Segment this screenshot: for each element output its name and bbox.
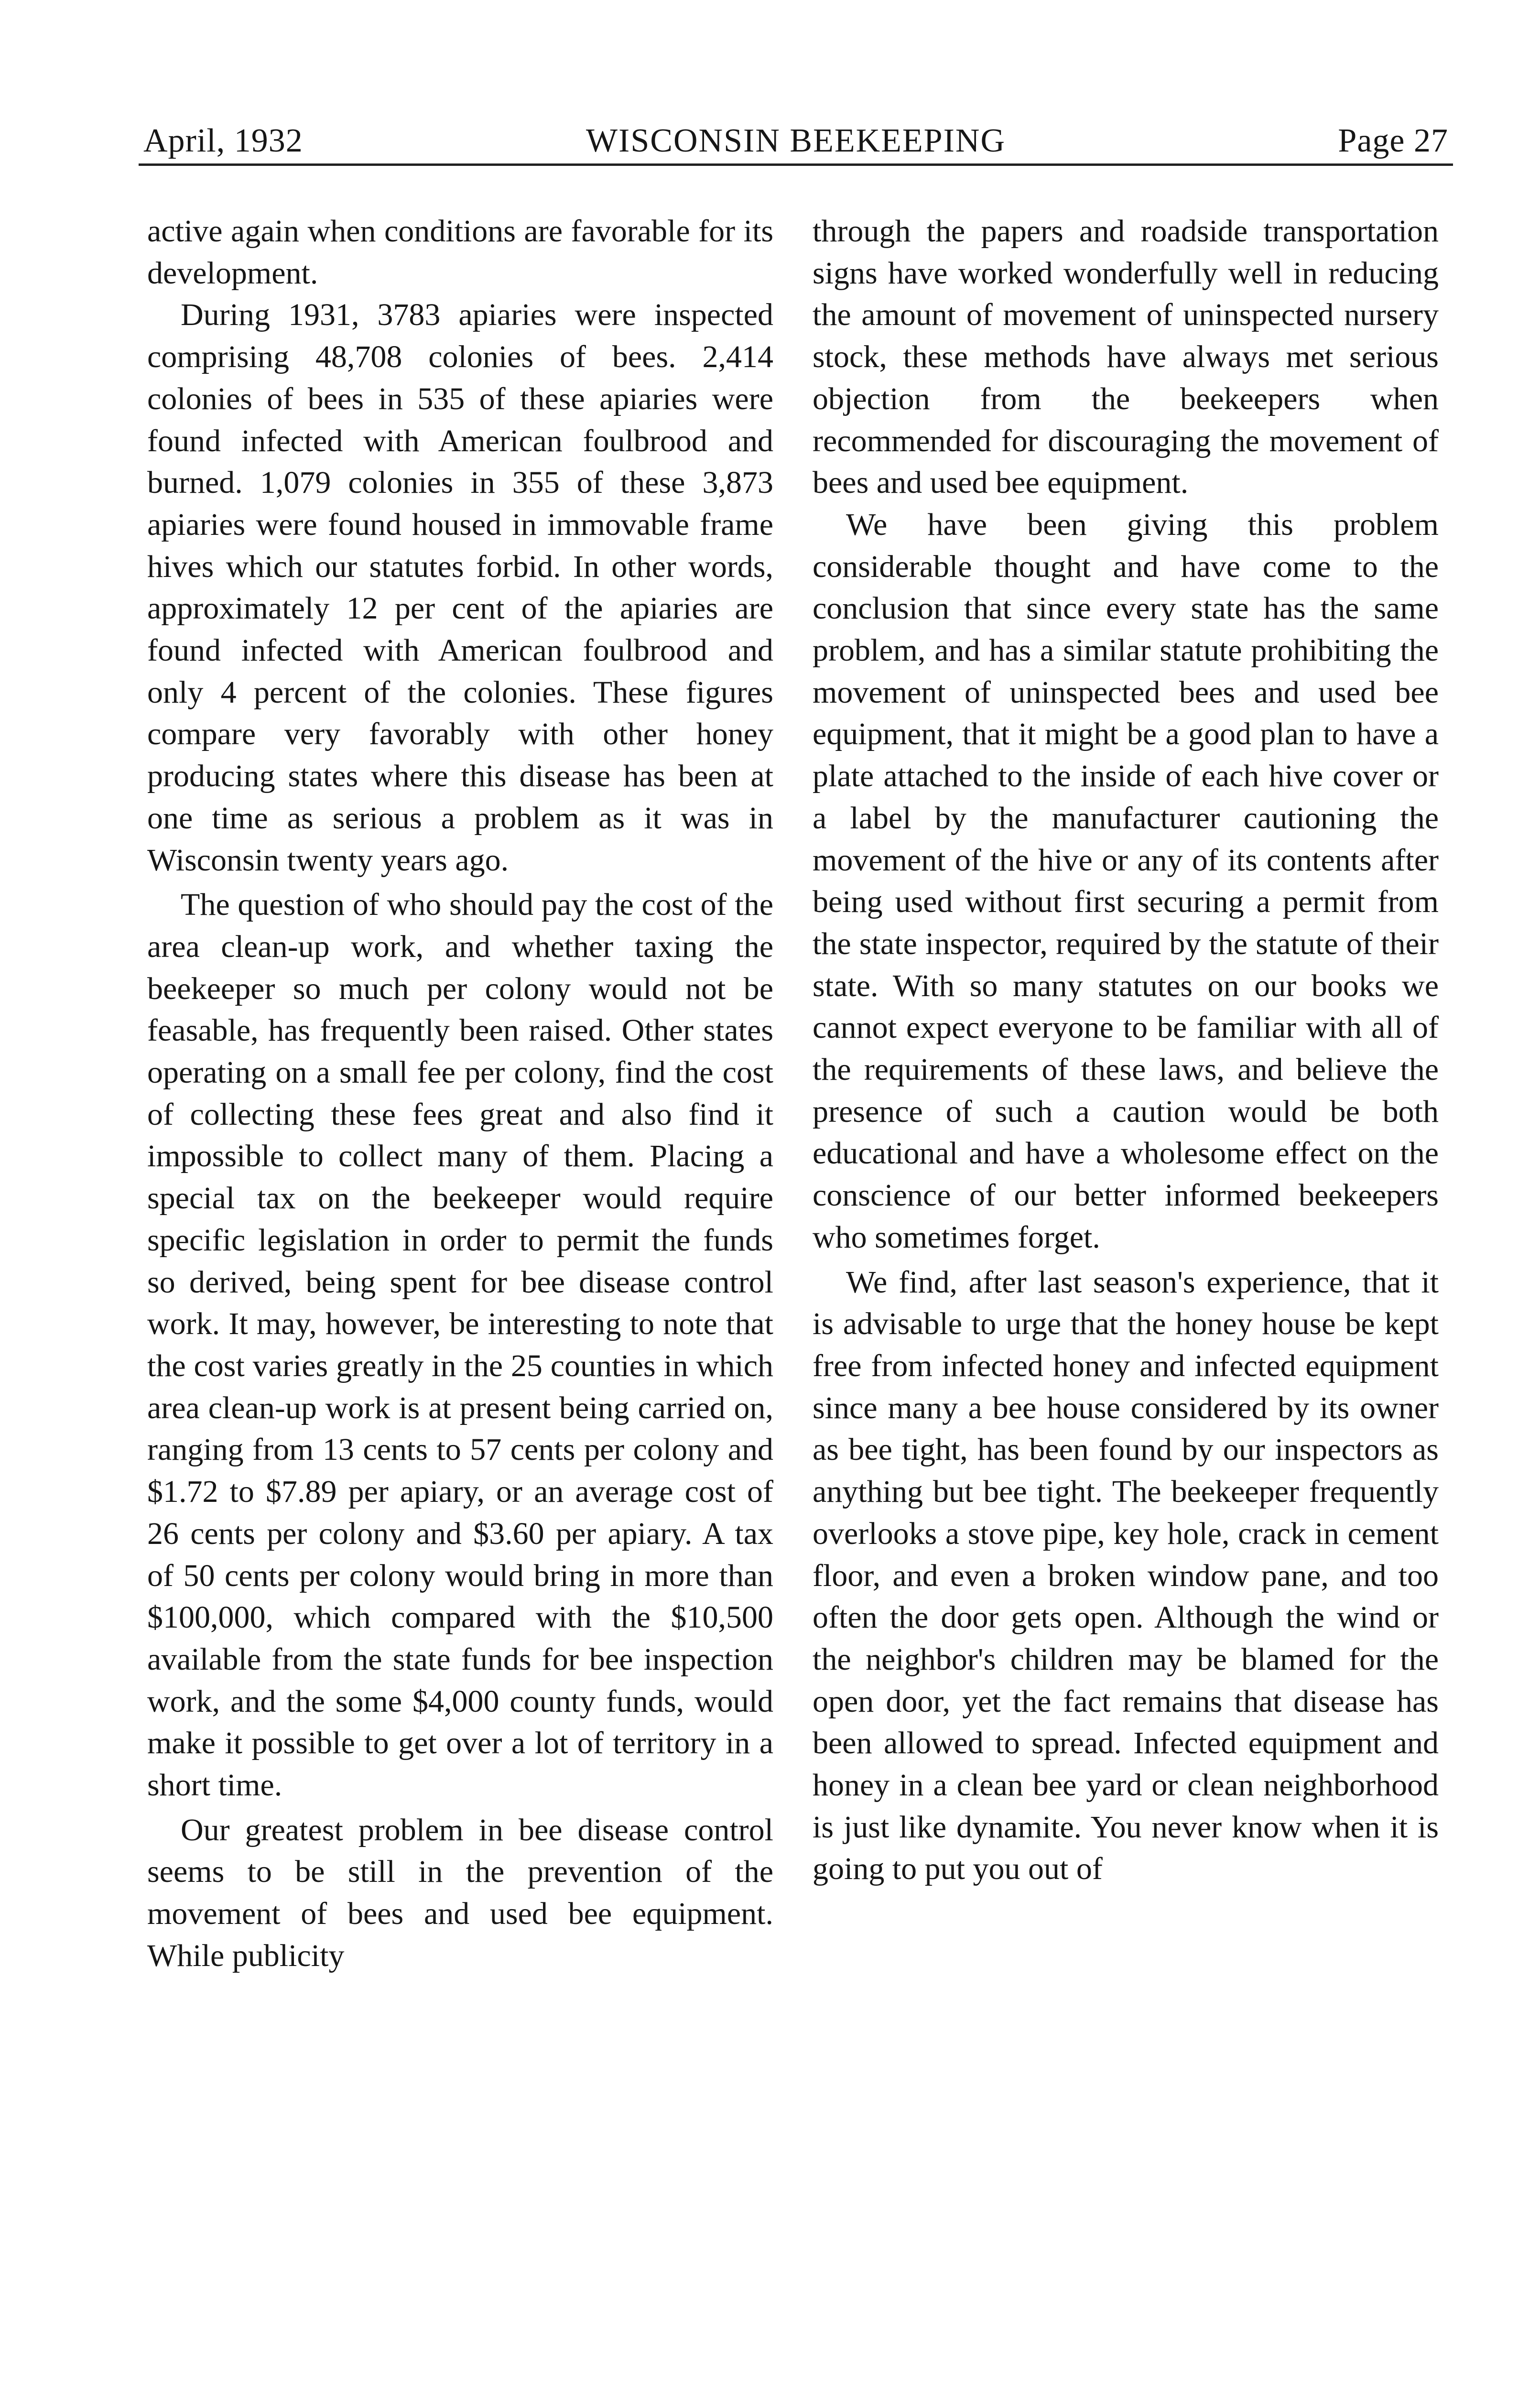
paragraph-honey-house: We find, after last season's experience, that it is advisable to urge that the honey house be kept free from infected honey and infected equipment since many a bee house considered by its owner as bee tight, has been found by our inspectors as anything but bee tight. The beekeeper frequently overlooks a stove pipe, key hole, crack in cement floor, and even a broken window pane, and too often the door gets open. Although the wind or the neighbor's children may be blamed for the open door, yet the fact remains that disease has been allowed to spread. Infected equipment and honey in a clean bee yard or clean neighborhood is just like dynamite. You never know when it is going to put you out of: [813, 1264, 1439, 1887]
left-column: [147, 210, 773, 1977]
paragraph-cleanup-costs: The question of who should pay the cost of the area clean-up work, and whether taxing the beekeeper so much per colony would not be feasable, has frequently been raised. Other states operating on a small fee per colony, find the cost of collecting these fees great and also find it impossible to collect many of them. Placing a special tax on the beekeeper would require specific legislation in order to permit the funds so derived, being spent for bee disease control work. It may, however, be interesting to note that the cost varies greatly in the 25 counties in which area clean-up work is at present being carried on, ranging from 13 cents to 57 cents per colony and $1.72 to $7.89 per apiary, or an average cost of 26 cents per colony and $3.60 per apiary. A tax of 50 cents per colony would bring in more than $100,000, which compared with the $10,500 available from the state funds for bee inspection work, and the some $4,000 county funds, would make it possible to get over a lot of territory in a short time.: [147, 887, 773, 1803]
paragraph-movement-problem: Our greatest problem in bee disease control seems to be still in the prevention of the movement of bees and used bee equipment. While publicity: [147, 1812, 773, 1973]
right-column: [813, 210, 1439, 1890]
paragraph-publicity: through the papers and roadside transportation signs have worked wonderfully well in reducing the amount of movement of uninspected nursery stock, these methods have always met serious objection from the beekeepers when recommended for discouraging the movement of bees and used bee equipment.: [813, 214, 1439, 500]
running-header: [143, 122, 1448, 160]
paragraph-inspection-stats: During 1931, 3783 apiaries were inspected comprising 48,708 colonies of bees. 2,414 colonies of bees in 535 of these apiaries were found infected with American foulbrood and burned. 1,079 colonies in 355 of these 3,873 apiaries were found housed in immovable frame hives which our statutes forbid. In other words, approximately 12 per cent of the apiaries are found infected with American foulbrood and only 4 percent of the colonies. These figures compare very favorably with other honey producing states where this disease has been at one time as serious a problem as it was in Wisconsin twenty years ago.: [147, 297, 773, 878]
paragraph-continued: active again when conditions are favorable for its development.: [147, 214, 773, 291]
journal-title: WISCONSIN BEEKEEPING: [586, 122, 1006, 159]
header-rule: [139, 163, 1453, 166]
issue-date: April, 1932: [143, 122, 303, 159]
paragraph-hive-label-proposal: We have been giving this problem considerable thought and have come to the conclusion that since every state has the same problem, and has a similar statute prohibiting the movement of uninspected bees and used bee equipment, that it might be a good plan to have a plate attached to the inside of each hive cover or a label by the manufacturer cautioning the movement of the hive or any of its contents after being used without first securing a permit from the state inspector, required by the statute of their state. With so many statutes on our books we cannot expect everyone to be familiar with all of the requirements of these laws, and believe the presence of such a caution would be both educational and have a wholesome effect on the conscience of our better informed beekeepers who sometimes forget.: [813, 507, 1439, 1255]
page-number: Page 27: [1338, 122, 1448, 159]
